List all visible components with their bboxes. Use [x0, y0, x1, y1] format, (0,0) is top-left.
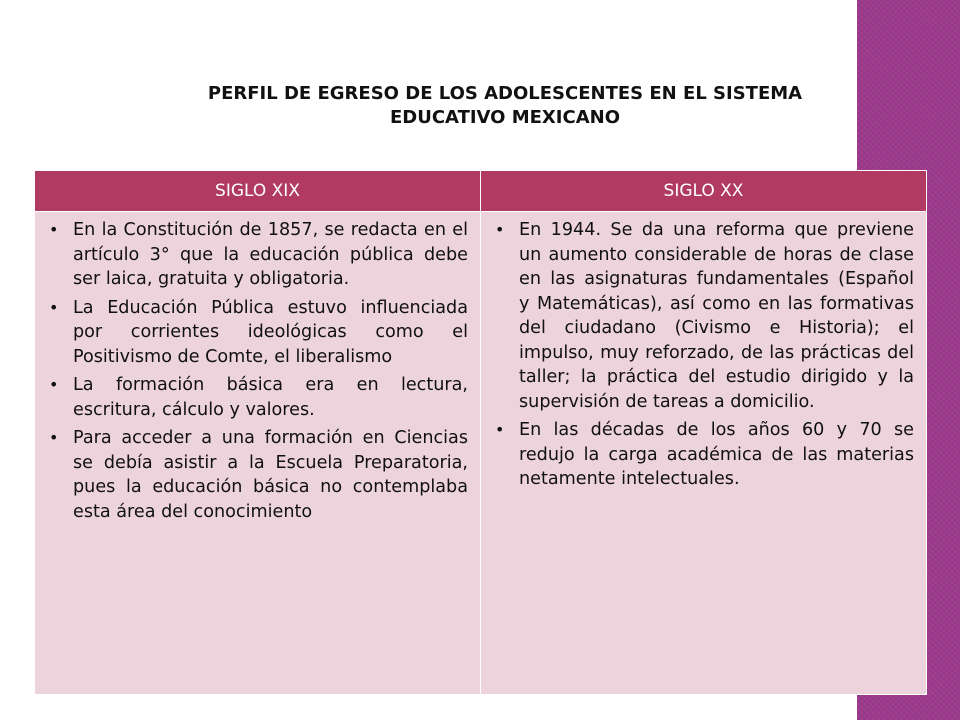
bullet-icon: •	[49, 297, 59, 317]
page-title-line-2: EDUCATIVO MEXICANO	[389, 107, 621, 128]
bullet-icon: •	[495, 420, 505, 439]
list-item-text: En las décadas de los años 60 y 70 se redujo la carga académica de las materias netamente intelectuales.	[519, 420, 914, 489]
list-item-text: En 1944. Se da una reforma que previene un aumento considerable de horas de clase en las asignaturas fundamentales (Español y Matemáticas), así como en las formativas del ciudadano (Civismo e Historia); el impulso, muy reforzado, de las prácticas del taller; la práctica del estudio dirigido y la supervisión de tareas a domicilio.	[519, 220, 914, 412]
list-item	[43, 296, 468, 370]
bullet-icon: •	[49, 375, 59, 394]
list-item-text: La Educación Pública estuvo influenciada por corrientes ideológicas como el Positivismo de Comte, el liberalismo	[73, 297, 468, 367]
table-header-row	[35, 171, 927, 212]
cell-siglo-xix	[35, 212, 481, 695]
bullet-list-siglo-xx	[489, 218, 914, 492]
table-row	[35, 212, 927, 695]
bullet-icon: •	[49, 220, 59, 239]
bullet-icon: •	[49, 428, 59, 447]
page-title-line-1: PERFIL DE EGRESO DE LOS ADOLESCENTES EN EL SISTEMA	[207, 83, 803, 104]
header-siglo-xx: SIGLO XX	[481, 171, 927, 212]
bullet-icon: •	[495, 220, 505, 239]
list-item	[43, 218, 468, 292]
list-item	[489, 418, 914, 492]
list-item	[489, 218, 914, 414]
list-item	[43, 373, 468, 422]
bullet-list-siglo-xix	[43, 218, 468, 524]
comparison-table	[34, 170, 927, 695]
header-siglo-xix: SIGLO XIX	[35, 171, 481, 212]
list-item-text: En la Constitución de 1857, se redacta en el artículo 3° que la educación pública debe ser laica, gratuita y obligatoria.	[73, 220, 468, 289]
cell-siglo-xx	[481, 212, 927, 695]
list-item-text: Para acceder a una formación en Ciencias se debía asistir a la Escuela Preparatoria, pues la educación básica no contemplaba esta área del conocimiento	[73, 428, 468, 522]
list-item	[43, 426, 468, 524]
page-title	[170, 82, 840, 130]
list-item-text: La formación básica era en lectura, escritura, cálculo y valores.	[73, 375, 468, 420]
